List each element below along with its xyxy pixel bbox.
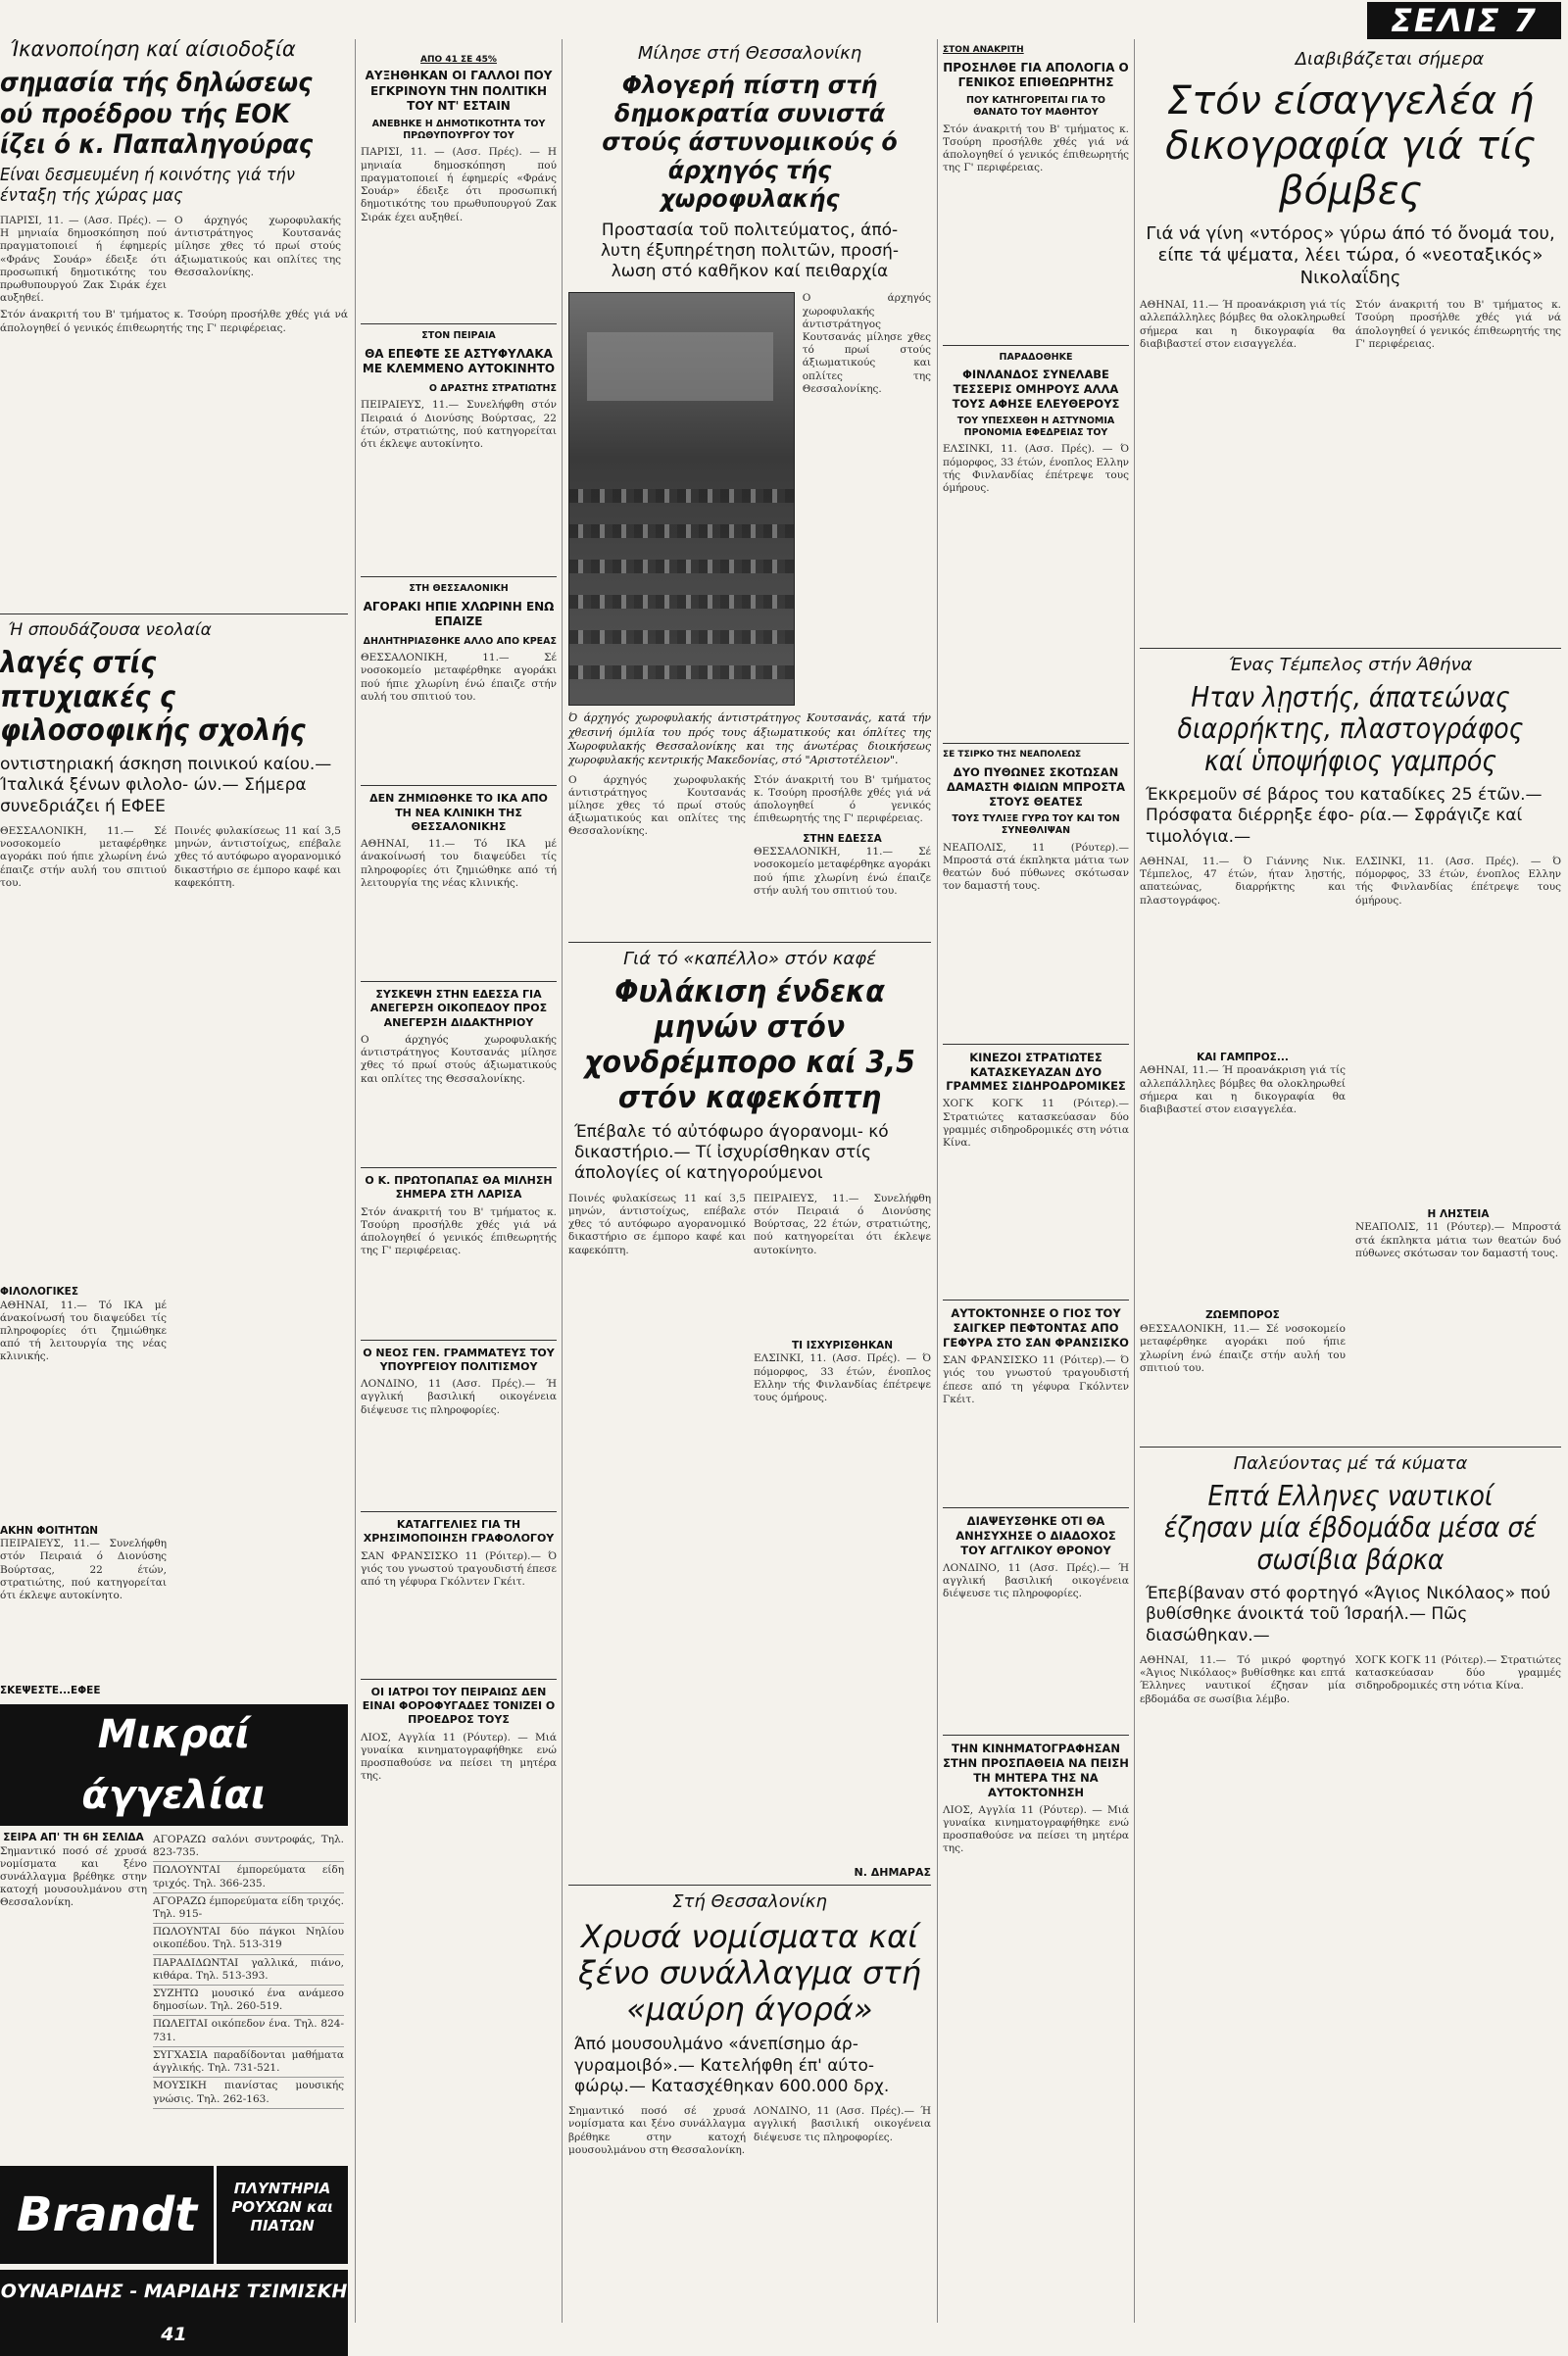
subhead-bleach: ΔΗΛΗΤΗΡΙΑΣΘΗΚΕ ΑΛΛΟ ΑΠΟ ΚΡΕΑΣ [363, 635, 557, 647]
body-bombs-a: ΑΘΗΝΑΙ, 11.— Ή προανάκριση γιά τίς αλλεπάλληλες βόμβες θα ολοκληρωθεί σήμερα και η δικογραφία θα διαβιβαστεί στον εισαγγελέα. [1140, 299, 1346, 350]
body-tempelos-d: ΕΛΣΙΝΚΙ, 11. (Ασσ. Πρές). — Ό πόμορφος, 33 έτών, ένοπλος Ελλην τής Φινλανδίας έπέτρεψε τους όμήρους. [1355, 855, 1561, 907]
headline-coffee: Φυλάκιση ένδεκα μηνών στόν χονδρέμπορο καί 3,5 στόν καφεκόπτη [584, 974, 915, 1115]
column-right [1140, 0, 1561, 2323]
column-world [943, 0, 1129, 2323]
subhead-finland: ΤΟΥ ΥΠΕΣΧΕΘΗ Η ΑΣΤΥΝΟΜΙΑ ΠΡΟΝΟΜΙΑ ΕΦΕΔΡΕΙΑΣ ΤΟΥ [956, 415, 1115, 439]
body-police-c: ΘΕΣΣΑΛΟΝΙΚΗ, 11.— Σέ νοσοκομείο μεταφέρθηκε αγοράκι πού ήπιε χλωρίνη ένώ έπαιζε στήν αυλή του σπιτιού του. [754, 846, 931, 897]
body-finland: ΕΛΣΙΝΚΙ, 11. (Ασσ. Πρές). — Ό πόμορφος, 33 έτών, ένοπλος Ελλην τής Φινλανδίας έπέτρεψε τους όμήρους. [943, 443, 1129, 495]
photo-police-ceremony [568, 292, 795, 706]
body-tempelos-b: ΑΘΗΝΑΙ, 11.— Ή προανάκριση γιά τίς αλλεπάλληλες βόμβες θα ολοκληρωθεί σήμερα και η δικογραφία θα διαβιβαστεί στον εισαγγελέα. [1140, 1064, 1346, 1116]
subhead-pireas: Ο ΔΡΑΣΤΗΣ ΣΤΡΑΤΙΩΤΗΣ [428, 383, 557, 394]
body-london: ΛΟΝΔΙΝΟ, 11 (Ασσ. Πρές).— Ή αγγλική βασιλική οικογένεια διέψευσε τις πληροφορίες. [943, 1562, 1129, 1600]
classified-ad-list [153, 1832, 344, 2109]
headline-napoli: ΔΥΟ ΠΥΘΩΝΕΣ ΣΚΟΤΩΣΑΝ ΔΑΜΑΣΤΗ ΦΙΔΙΩΝ ΜΠΡΟΣΤΑ ΣΤΟΥΣ ΘΕΑΤΕΣ [947, 765, 1125, 809]
body-doctors: ΛΙΟΣ, Αγγλία 11 (Ρόυτερ). — Μιά γυναίκα κινηματογραφήθηκε ενώ προσπαθούσε να πείσει τη μητέρα της. [361, 1731, 557, 1783]
classifieds-rates-body: Σημαντικό ποσό σέ χρυσά νομίσματα και ξένο συνάλλαγμα βρέθηκε στην κατοχή μουσουλμάνου στη Θεσσαλονίκη. [0, 1844, 147, 1909]
byline-dimaras: Ν. ΔΗΜΑΡΑΣ [854, 1866, 931, 1880]
deck-coffee: Έπέβαλε τό αὐτόφωρο άγορανομι- κό δικαστήριο.— Τί ἰσχυρίσθηκαν στίς άπολογίες οί κατηγορούμενοι [574, 1121, 889, 1184]
kicker-pireas: ΣΤΟΝ ΠΕΙΡΑΙΑ [421, 330, 496, 342]
subhead-efee: ΣΚΕΨΕΣΤΕ...ΕΦΕΕ [0, 1685, 101, 1697]
headline-doctors: ΟΙ ΙΑΤΡΟΙ ΤΟΥ ΠΕΙΡΑΙΩΣ ΔΕΝ ΕΙΝΑΙ ΦΟΡΟΦΥΓΑΔΕΣ ΤΟΝΙΖΕΙ Ο ΠΡΟΕΔΡΟΣ ΤΟΥΣ [362, 1685, 556, 1727]
body-culture: ΛΟΝΔΙΝΟ, 11 (Ασσ. Πρές).— Ή αγγλική βασιλική οικογένεια διέψευσε τις πληροφορίες. [361, 1378, 557, 1416]
headline-dios: ΤΗΝ ΚΙΝΗΜΑΤΟΓΡΑΦΗΣΑΝ ΣΤΗΝ ΠΡΟΣΠΑΘΕΙΑ ΝΑ ΠΕΙΣΗ ΤΗ ΜΗΤΕΡΑ ΤΗΣ ΝΑ ΑΥΤΟΚΤΟΝΗΣΗ [943, 1742, 1129, 1799]
body-sailors-b: ΧΟΓΚ ΚΟΓΚ 11 (Ρόιτερ).— Στρατιώτες κατασκεύασαν δύο γραμμές σιδηροδρομικές στη νότια Κίνα. [1355, 1653, 1561, 1693]
body-police-side: Ο άρχηγός χωροφυλακής άντιστράτηγος Κουτσανάς μίλησε χθες τό πρωί στούς άξιωματικούς και οπλίτες της Θεσσαλονίκης. [802, 292, 931, 395]
classified-ad: ΠΩΛΟΥΝΤΑΙ δύο πάγκοι Νηλίου οικοπέδου. Τηλ. 513-319 [153, 1924, 344, 1954]
body-graphologist: ΣΑΝ ΦΡΑΝΣΙΣΚΟ 11 (Ρόιτερ).— Ό γιός του γνωστού τραγουδιστή έπεσε από τη γέφυρα Γκόλντεν Γκέιτ. [361, 1549, 557, 1589]
kicker-tempelos: Ένας Τέμπελος στήν Άθήνα [1228, 655, 1473, 676]
body-sf: ΣΑΝ ΦΡΑΝΣΙΣΚΟ 11 (Ρόιτερ).— Ό γιός του γνωστού τραγουδιστή έπεσε από τη γέφυρα Γκόλντεν Γκέιτ. [943, 1354, 1129, 1405]
headline-finland: ΦΙΝΛΑΝΔΟΣ ΣΥΝΕΛΑΒΕ ΤΕΣΣΕΡΙΣ ΟΜΗΡΟΥΣ ΑΛΛΑ ΤΟΥΣ ΑΦΗΣΕ ΕΛΕΥΘΕΡΟΥΣ [952, 367, 1120, 411]
classified-ad: ΠΩΛΕΙΤΑΙ οικόπεδον ένα. Τηλ. 824-731. [153, 2016, 344, 2046]
body-gold-b: ΛΟΝΔΙΝΟ, 11 (Ασσ. Πρές).— Ή αγγλική βασιλική οικογένεια διέψευσε τις πληροφορίες. [754, 2105, 931, 2143]
kicker-inquiry: ΣΤΟΝ ΑΝΑΚΡΙΤΗ [943, 45, 1024, 55]
classified-ad: ΑΓΟΡΑΖΩ σαλόνι συντροφάς, Τηλ. 823-735. [153, 1832, 344, 1862]
subhead-inquiry: ΠΟΥ ΚΑΤΗΓΟΡΕΙΤΑΙ ΓΙΑ ΤΟ ΘΑΝΑΤΟ ΤΟΥ ΜΑΘΗΤΟΥ [966, 94, 1105, 119]
body-students-a: ΘΕΣΣΑΛΟΝΙΚΗ, 11.— Σέ νοσοκομείο μεταφέρθηκε αγοράκι πού ήπιε χλωρίνη ένώ έπαιζε στήν αυλή του σπιτιού του. [0, 824, 167, 889]
body-students-d: Ποινές φυλακίσεως 11 καί 3,5 μηνών, άντιστοίχως, επέβαλε χθες τό αυτόφωρο αγορανομικό δικαστήριο σε έμπορο καφέ και καφεκόπτη. [174, 824, 341, 889]
subhead-philology: ΦΙΛΟΛΟΓΙΚΕΣ [0, 1285, 79, 1298]
deck-police: Προστασία τοῦ πολιτεύματος, άπό- λυτη έξυπηρέτηση πολιτῶν, προσή- λωση στό καθῆκον καί πειθαρχία [600, 220, 900, 282]
headline-china: ΚΙΝΕΖΟΙ ΣΤΡΑΤΙΩΤΕΣ ΚΑΤΑΣΚΕΥΑΖΑΝ ΔΥΟ ΓΡΑΜΜΕΣ ΣΙΔΗΡΟΔΡΟΜΙΚΕΣ [946, 1050, 1126, 1094]
deck-tempelos: Έκκρεμοῦν σέ βάρος του καταδίκες 25 έτῶν.— Πρόσφατα διέρρηξε έφο- ρία.— Σφράγιζε καί τιμολόγια.— [1146, 785, 1543, 847]
headline-students: λαγές στίς πτυχιακές ς φιλοσοφικής σχολής [0, 645, 306, 749]
headline-edessa: ΣΥΣΚΕΨΗ ΣΤΗΝ ΕΔΕΣΣΑ ΓΙΑ ΑΝΕΓΕΡΣΗ ΟΙΚΟΠΕΔΟΥ ΠΡΟΣ ΑΝΕΓΕΡΣΗ ΔΙΔΑΚΤΗΡΙΟΥ [369, 988, 548, 1029]
body-coffee-c: ΕΛΣΙΝΚΙ, 11. (Ασσ. Πρές). — Ό πόμορφος, 33 έτών, ένοπλος Ελλην τής Φινλανδίας έπέτρεψε τους όμήρους. [754, 1352, 931, 1403]
headline-culture: Ο ΝΕΟΣ ΓΕΝ. ΓΡΑΜΜΑΤΕΥΣ ΤΟΥ ΥΠΟΥΡΓΕΙΟΥ ΠΟΛΙΤΙΣΜΟΥ [363, 1346, 555, 1373]
deck-students: οντιστηριακή άσκηση ποινικού καίου.— Ίταλικά ξένων φιλολο- ών.— Σήμερα συνεδριάζει ή ΕΦΕΕ [0, 755, 332, 816]
body-china: ΧΟΓΚ ΚΟΓΚ 11 (Ρόιτερ).— Στρατιώτες κατασκεύασαν δύο γραμμές σιδηροδρομικές στη νότια Κίνα. [943, 1098, 1129, 1150]
headline-protopapas: Ο Κ. ΠΡΩΤΟΠΑΠΑΣ ΘΑ ΜΙΛΗΣΗ ΣΗΜΕΡΑ ΣΤΗ ΛΑΡΙΣΑ [365, 1174, 553, 1202]
body-inquiry: Στόν άνακριτή του Β' τμήματος κ. Τσούρη προσήλθε χθές γιά νά άπολογηθεί ό γενικός έπιθεωρητής της Γ' περιφέρειας. [943, 123, 1129, 174]
subhead-students: ΑΚΗΝ ΦΟΙΤΗΤΩΝ [0, 1524, 99, 1537]
body-police-a: Ο άρχηγός χωροφυλακής άντιστράτηγος Κουτσανάς μίλησε χθες τό πρωί στούς άξιωματικούς και οπλίτες της Θεσσαλονίκης. [568, 773, 746, 838]
headline-eec: σημασία τής δηλώσεως ού προέδρου τής ΕΟΚ ίζει ό κ. Παπαληγούρας [0, 68, 314, 160]
body-gold-a: Σημαντικό ποσό σέ χρυσά νομίσματα και ξένο συνάλλαγμα βρέθηκε στην κατοχή μουσουλμάνου στη Θεσσαλονίκη. [568, 2105, 746, 2156]
headline-bombs: Στόν είσαγγελέα ή δικογραφία γιά τίς βόμβες [1165, 77, 1536, 214]
deck-eec: Είναι δεσμευμένη ή κοινότης γιά τήν ένταξη τής χώρας μας [0, 165, 295, 206]
headline-gold: Χρυσά νομίσματα καί ξένο συνάλλαγμα στή «μαύρη άγορά» [578, 1917, 921, 2028]
headline-pireas: ΘΑ ΕΠΕΦΤΕ ΣΕ ΑΣΤΥΦΥΛΑΚΑ ΜΕ ΚΛΕΜΜΕΝΟ ΑΥΤΟΚΙΝΗΤΟ [362, 346, 556, 376]
body-students-b: ΑΘΗΝΑΙ, 11.— Τό ΙΚΑ μέ άνακοίνωσή του διαψεύδει τίς πληροφορίες ότι ζημιώθηκε από τή λειτουργία της νέας κλινικής. [0, 1299, 167, 1363]
classifieds-rates-title: ΣΕΙΡΑ ΑΠ' ΤΗ 6Η ΣΕΛΙΔΑ [3, 1831, 144, 1843]
kicker-napoli: ΣΕ ΤΣΙΡΚΟ ΤΗΣ ΝΕΑΠΟΛΕΩΣ [943, 750, 1082, 761]
headline-police: Φλογερή πίστη στή δημοκρατία συνιστά στούς άστυνομικούς ό άρχηγός τής χωροφυλακής [602, 70, 898, 213]
column-left [0, 0, 348, 2345]
classified-ad: ΣΥΖΗΤΩ μουσικό ένα ανάμεσο δημοσίων. Τηλ. 260-519. [153, 1986, 344, 2016]
body-pireas: ΠΕΙΡΑΙΕΥΣ, 11.— Συνελήφθη στόν Πειραιά ό Διονύσης Βούρτσας, 22 έτών, στρατιώτης, πού κατηγορείται ότι έκλεψε αυτοκίνητο. [361, 399, 557, 450]
kicker-students: Ή σπουδάζουσα νεολαία [8, 620, 212, 641]
headline-ika: ΔΕΝ ΖΗΜΙΩΘΗΚΕ ΤΟ ΙΚΑ ΑΠΟ ΤΗ ΝΕΑ ΚΛΙΝΙΚΗ ΤΗΣ ΘΕΣΣΑΛΟΝΙΚΗΣ [369, 792, 548, 833]
body-bombs-b: Στόν άνακριτή του Β' τμήματος κ. Τσούρη προσήλθε χθές γιά νά άπολογηθεί ό γενικός έπιθεωρητής της Γ' περιφέρειας. [1355, 299, 1561, 350]
headline-inquiry: ΠΡΟΣΗΛΘΕ ΓΙΑ ΑΠΟΛΟΓΙΑ Ο ΓΕΝΙΚΟΣ ΕΠΙΘΕΩΡΗΤΗΣ [943, 60, 1129, 90]
kicker-bombs: Διαβιβάζεται σήμερα [1295, 49, 1485, 70]
body-police-b: Στόν άνακριτή του Β' τμήματος κ. Τσούρη προσήλθε χθές γιά νά άπολογηθεί ό γενικός έπιθεωρητής της Γ' περιφέρειας. [754, 773, 931, 825]
body-tempelos-e: ΝΕΑΠΟΛΙΣ, 11 (Ρόυτερ).— Μπροστά στά έκπληκτα μάτια των θεατών δυό πύθωνες σκότωσαν τον δαμαστή τους. [1355, 1221, 1561, 1259]
kicker-eec: Ίκανοποίηση καί αίσιοδοξία [10, 37, 296, 61]
classified-ad: ΑΓΟΡΑΖΩ έμπορεύματα είδη τριχός. Τηλ. 915- [153, 1893, 344, 1924]
body-eec-c: Στόν άνακριτή του Β' τμήματος κ. Τσούρη προσήλθε χθές γιά νά άπολογηθεί ό γενικός έπιθεωρητής της Γ' περιφέρειας. [0, 309, 348, 334]
classified-ad: ΠΑΡΑΔΙΔΩΝΤΑΙ γαλλικά, πιάνο, κιθάρα. Τηλ. 513-393. [153, 1955, 344, 1986]
classifieds-banner: Μικραί άγγελίαι [0, 1704, 348, 1826]
body-edessa: Ο άρχηγός χωροφυλακής άντιστράτηγος Κουτσανάς μίλησε χθες τό πρωί στούς άξιωματικούς και οπλίτες της Θεσσαλονίκης. [361, 1034, 557, 1085]
deck-sailors: Έπεβίβαναν στό φορτηγό «Άγιος Νικόλαος» πού βυθίσθηκε άνοικτά τοῦ Ίσραήλ.— Πῶς διασώθηκαν.— [1146, 1584, 1551, 1645]
tag-percent: ΑΠΟ 41 ΣΕ 45% [420, 55, 497, 65]
subhead-france: ΑΝΕΒΗΚΕ Η ΔΗΜΟΤΙΚΟΤΗΤΑ ΤΟΥ ΠΡΩΘΥΠΟΥΡΓΟΥ ΤΟΥ [371, 118, 546, 142]
body-dios: ΛΙΟΣ, Αγγλία 11 (Ρόυτερ). — Μιά γυναίκα κινηματογραφήθηκε ενώ προσπαθούσε να πείσει τη μητέρα της. [943, 1803, 1129, 1855]
deck-gold: Άπό μουσουλμάνο «άνεπίσημο άρ- γυραμοιβό».— Κατελήφθη έπ' αύτο- φώρῳ.— Κατασχέθηκαν 600.000 δρχ. [574, 2035, 890, 2096]
headline-london: ΔΙΑΨΕΥΣΘΗΚΕ ΟΤΙ ΘΑ ΑΝΗΣΥΧΗΣΕ Ο ΔΙΑΔΟΧΟΣ ΤΟΥ ΑΓΓΛΙΚΟΥ ΘΡΟΝΟΥ [956, 1514, 1116, 1558]
brandt-advert [0, 2166, 348, 2345]
subhead-napoli: ΤΟΥΣ ΤΥΛΙΞΕ ΓΥΡΩ ΤΟΥ ΚΑΙ ΤΟΝ ΣΥΝΕΘΛΙΨΑΝ [952, 812, 1120, 837]
headline-graphologist: ΚΑΤΑΓΓΕΛΙΕΣ ΓΙΑ ΤΗ ΧΡΗΣΙΜΟΠΟΙΗΣΗ ΓΡΑΦΟΛΟΓΟΥ [363, 1518, 555, 1546]
column-center [568, 0, 931, 2323]
subhead-trader: ΖΩΕΜΠΟΡΟΣ [1205, 1309, 1280, 1322]
headline-sf: ΑΥΤΟΚΤΟΝΗΣΕ Ο ΓΙΟΣ ΤΟΥ ΣΑΙΓΚΕΡ ΠΕΦΤΟΝΤΑΣ ΑΠΟ ΓΕΦΥΡΑ ΣΤΟ ΣΑΝ ΦΡΑΝΣΙΣΚΟ [943, 1306, 1129, 1350]
headline-france: ΑΥΞΗΘΗΚΑΝ ΟΙ ΓΑΛΛΟΙ ΠΟΥ ΕΓΚΡΙΝΟΥΝ ΤΗΝ ΠΟΛΙΤΙΚΗ ΤΟΥ ΝΤ' ΕΣΤΑΙΝ [365, 69, 553, 114]
subhead-edessa: ΣΤΗΝ ΕΔΕΣΣΑ [803, 832, 882, 845]
brandt-product-label: ΠΛΥΝΤΗΡΙΑ ΡΟΥΧΩΝ και ΠΙΑΤΩΝ [214, 2166, 348, 2264]
body-bleach: ΘΕΣΣΑΛΟΝΙΚΗ, 11.— Σέ νοσοκομείο μεταφέρθηκε αγοράκι πού ήπιε χλωρίνη ένώ έπαιζε στήν αυλή του σπιτιού του. [361, 652, 557, 703]
classified-ad: ΜΟΥΣΙΚΗ πιανίστας μουσικής γνώσις. Τηλ. 262-163. [153, 2078, 344, 2108]
body-coffee-a: Ποινές φυλακίσεως 11 καί 3,5 μηνών, άντιστοίχως, επέβαλε χθες τό αυτόφωρο αγορανομικό δικαστήριο σε έμπορο καφέ και καφεκόπτη. [568, 1192, 746, 1256]
headline-tempelos: Ηταν λῃστής, άπατεώνας διαρρήκτης, πλαστογράφος καί ὑποψήφιος γαμπρός [1177, 680, 1524, 777]
body-eec-b: Ο άρχηγός χωροφυλακής άντιστράτηγος Κουτσανάς μίλησε χθες τό πρωί στούς άξιωματικούς και οπλίτες της Θεσσαλονίκης. [174, 214, 341, 278]
subhead-claims: ΤΙ ΙΣΧΥΡΙΣΘΗΚΑΝ [791, 1339, 894, 1351]
body-ika: ΑΘΗΝΑΙ, 11.— Τό ΙΚΑ μέ άνακοίνωσή του διαψεύδει τίς πληροφορίες ότι ζημιώθηκε από τή λειτουργία της νέας κλινικής. [361, 838, 557, 889]
deck-bombs: Γιά νά γίνη «ντόρος» γύρω άπό τό ὄνομά του, είπε τά ψέματα, λέει τώρα, ό «νεοταξικός» Νικολαΐδης [1146, 222, 1555, 288]
page-number-badge: ΣΕΛΙΣ 7 [1367, 2, 1561, 39]
kicker-police: Μίλησε στή Θεσσαλονίκη [637, 43, 862, 64]
body-tempelos-a: ΑΘΗΝΑΙ, 11.— Ό Γιάννης Νικ. Τέμπελος, 47 έτών, ήταν λῃστής, απατεώνας, διαρρήκτης και πλαστογράφος. [1140, 855, 1346, 907]
body-napoli: ΝΕΑΠΟΛΙΣ, 11 (Ρόυτερ).— Μπροστά στά έκπληκτα μάτια των θεατών δυό πύθωνες σκότωσαν τον δαμαστή τους. [943, 841, 1129, 893]
body-eec-a: ΠΑΡΙΣΙ, 11. — (Ασσ. Πρές). — Η μηνιαία δημοσκόπηση πού πραγματοποιεί ή έφημερίς «Φράνς Σουάρ» έδειξε ότι προσωπική δημοτικότης του πρωθυπουργού Ζακ Σιράκ έχει αυξηθεί. [0, 214, 167, 305]
kicker-coffee: Γιά τό «καπέλλο» στόν καφέ [623, 948, 876, 969]
kicker-thess: ΣΤΗ ΘΕΣΣΑΛΟΝΙΚΗ [409, 583, 509, 595]
headline-bleach: ΑΓΟΡΑΚΙ ΗΠΙΕ ΧΛΩΡΙΝΗ ΕΝΩ ΕΠΑΙΖΕ [363, 599, 555, 629]
headline-sailors: Επτά Ελληνες ναυτικοί έζησαν μία έβδομάδα μέσα σέ σωσίβια βάρκα [1163, 1479, 1538, 1576]
body-sailors-a: ΑΘΗΝΑΙ, 11.— Τό μικρό φορτηγό «Άγιος Νικόλαος» βυθίσθηκε και επτά Έλληνες ναυτικοί έζησαν μία εβδομάδα σε σωσίβια λέμβο. [1140, 1653, 1346, 1705]
kicker-finland: ΠΑΡΑΔΟΘΗΚΕ [999, 351, 1073, 363]
subhead-groom: ΚΑΙ ΓΑΜΠΡΟΣ... [1197, 1051, 1289, 1063]
brandt-logo: Brandt [0, 2166, 214, 2264]
column-briefs [361, 0, 557, 2323]
brandt-dealer: ΟΥΝΑΡΙΔΗΣ - ΜΑΡΙΔΗΣ ΤΣΙΜΙΣΚΗ 41 [0, 2270, 348, 2356]
body-coffee-b: ΠΕΙΡΑΙΕΥΣ, 11.— Συνελήφθη στόν Πειραιά ό Διονύσης Βούρτσας, 22 έτών, στρατιώτης, πού κατηγορείται ότι έκλεψε αυτοκίνητο. [754, 1192, 931, 1256]
classified-ad: ΠΩΛΟΥΝΤΑΙ έμπορεύματα είδη τριχός. Τηλ. 366-235. [153, 1862, 344, 1892]
subhead-robbery: Η ΛΗΣΤΕΙΑ [1427, 1207, 1490, 1220]
body-students-c: ΠΕΙΡΑΙΕΥΣ, 11.— Συνελήφθη στόν Πειραιά ό Διονύσης Βούρτσας, 22 έτών, στρατιώτης, πού κατηγορείται ότι έκλεψε αυτοκίνητο. [0, 1538, 167, 1602]
body-tempelos-c: ΘΕΣΣΑΛΟΝΙΚΗ, 11.— Σέ νοσοκομείο μεταφέρθηκε αγοράκι πού ήπιε χλωρίνη ένώ έπαιζε στήν αυλή του σπιτιού του. [1140, 1323, 1346, 1374]
classified-ad: ΣΥΓΧΑΣΙΑ παραδίδονται μαθήματα άγγλικής. Τηλ. 731-521. [153, 2047, 344, 2078]
body-protopapas: Στόν άνακριτή του Β' τμήματος κ. Τσούρη προσήλθε χθές γιά νά άπολογηθεί ό γενικός έπιθεωρητής της Γ' περιφέρειας. [361, 1205, 557, 1257]
photo-caption: Ό άρχηγός χωροφυλακής άντιστράτηγος Κουτσανάς, κατά τήν χθεσινή όμιλία του πρός τους άξιωματικούς και όπλίτες της Χωροφυλακής Θεσσαλονίκης και της άνωτέρας διοικήσεως χωροφυλακής κεντρικής Μακεδονίας, στό "Αριστοτέλειον". [568, 712, 931, 767]
body-france: ΠΑΡΙΣΙ, 11. — (Ασσ. Πρές). — Η μηνιαία δημοσκόπηση πού πραγματοποιεί ή έφημερίς «Φράνς Σουάρ» έδειξε ότι προσωπική δημοτικότης του πρωθυπουργού Ζακ Σιράκ έχει αυξηθεί. [361, 146, 557, 223]
kicker-gold: Στή Θεσσαλονίκη [672, 1891, 827, 1913]
kicker-sailors: Παλεύοντας μέ τά κύματα [1233, 1453, 1468, 1475]
